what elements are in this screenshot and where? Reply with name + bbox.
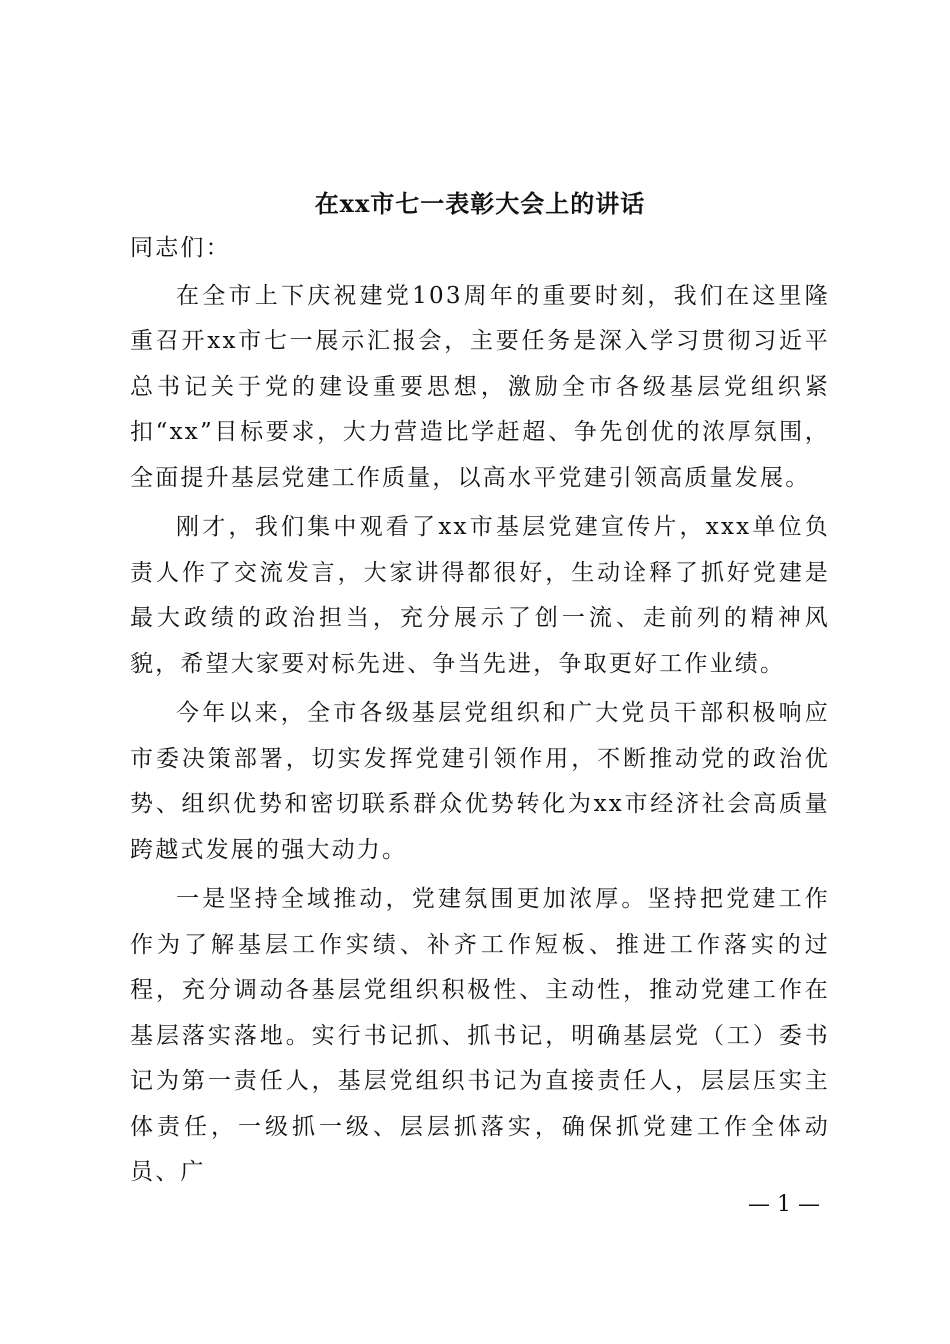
document-body bbox=[130, 226, 830, 1200]
paragraph-3: 今年以来，全市各级基层党组织和广大党员干部积极响应市委决策部署，切实发挥党建引领作用，不断推动党的政治优势、组织优势和密切联系群众优势转化为xx市经济社会高质量跨越式发展的强大动力。 bbox=[130, 700, 830, 863]
paragraph-1: 在全市上下庆祝建党103周年的重要时刻，我们在这里隆重召开xx市七一展示汇报会，主要任务是深入学习贯彻习近平总书记关于党的建设重要思想，激励全市各级基层党组织紧扣“xx”目标要求，大力营造比学赶超、争先创优的浓厚氛围，全面提升基层党建工作质量，以高水平党建引领高质量发展。 bbox=[130, 282, 830, 491]
paragraph-4: 一是坚持全域推动，党建氛围更加浓厚。坚持把党建工作作为了解基层工作实绩、补齐工作短板、推进工作落实的过程，充分调动各基层党组织积极性、主动性，推动党建工作在基层落实落地。实行书记抓、抓书记，明确基层党（工）委书记为第一责任人，基层党组织书记为直接责任人，层层压实主体责任，一级抓一级、层层抓落实，确保抓党建工作全体动员、广 bbox=[130, 886, 830, 1185]
page-number: — 1 — bbox=[748, 1192, 820, 1217]
paragraph-2: 刚才，我们集中观看了xx市基层党建宣传片，xxx单位负责人作了交流发言，大家讲得都很好，生动诠释了抓好党建是最大政绩的政治担当，充分展示了创一流、走前列的精神风貌，希望大家要对标先进、争当先进，争取更好工作业绩。 bbox=[130, 514, 830, 677]
document-title: 在xx市七一表彰大会上的讲话 bbox=[314, 189, 646, 218]
salutation: 同志们： bbox=[130, 235, 231, 261]
